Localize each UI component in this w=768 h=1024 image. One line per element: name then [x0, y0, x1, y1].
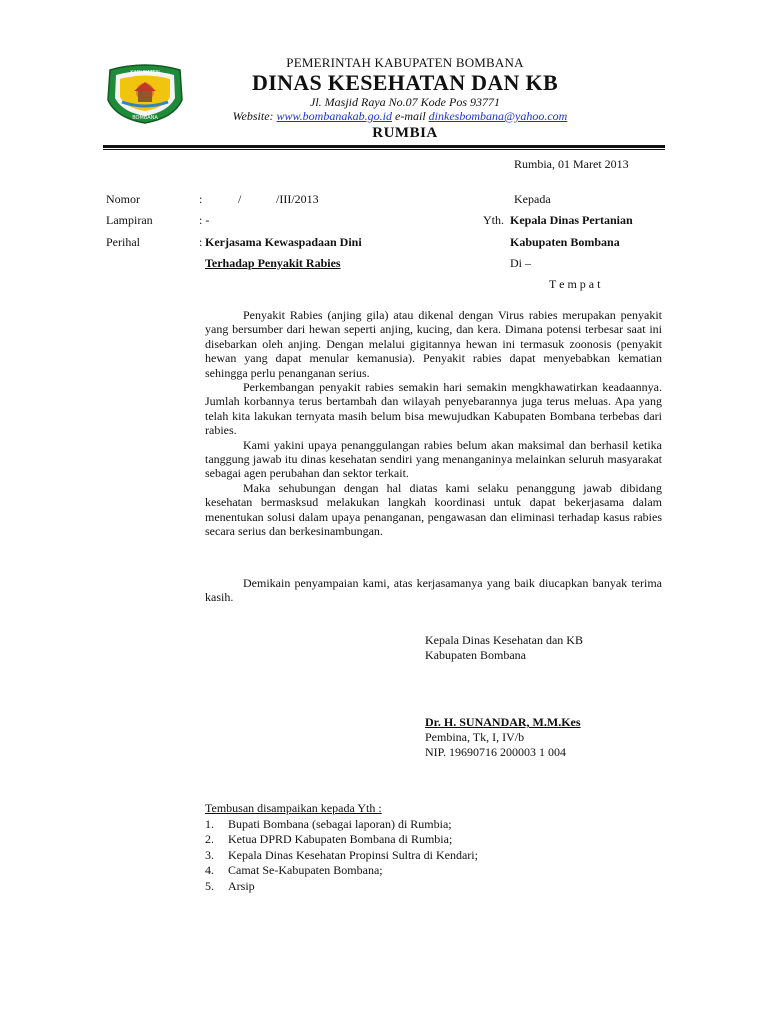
body-paragraph-3: Kami yakini upaya penanggulangan rabies belum akan maksimal dan berhasil ketika tanggung jawab itu dinas kesehatan sendiri yang menanganinya melainkan seluruh masyarakat sebagai agen perubahan dan sektor terkait.: [205, 437, 662, 481]
officer-nip: NIP. 19690716 200003 1 004: [425, 745, 567, 759]
list-item: [205, 832, 605, 848]
list-item: [205, 848, 605, 864]
perihal-label: Perihal: [106, 235, 140, 249]
list-item: [205, 879, 605, 895]
recipient-di: Di –: [510, 256, 531, 270]
email-link[interactable]: dinkesbombana@yahoo.com: [428, 109, 568, 123]
government-name: PEMERINTAH KABUPATEN BOMBANA: [286, 55, 524, 70]
body-paragraph-2: Perkembangan penyakit rabies semakin hari semakin mengkhawatirkan keadaannya. Jumlah korbannya terus bertambah dan wilayah penyebarannya juga terus meluas. Apa yang telah kita lakukan ternyata masih belum bisa mewujudkan Kabupaten Bombana terbebas dari rabies.: [205, 380, 662, 438]
lampiran-value: : -: [199, 213, 210, 227]
contact-line: [165, 109, 635, 124]
signature-title-block: [425, 633, 665, 663]
officer-name: Dr. H. SUNANDAR, M.M.Kes: [425, 715, 581, 729]
signature-title-line2: Kabupaten Bombana: [425, 648, 526, 662]
perihal-subject-line2: Terhadap Penyakit Rabies: [205, 256, 341, 270]
list-item-text: Bupati Bombana (sebagai laporan) di Rumbia;: [228, 816, 452, 831]
list-item-number: 3.: [205, 847, 214, 862]
website-link[interactable]: www.bombanakab.go.id: [276, 109, 392, 123]
closing-paragraph: Demikain penyampaian kami, atas kerjasamanya yang baik diucapkan banyak terima kasih.: [205, 576, 662, 605]
perihal-colon: :: [199, 235, 203, 249]
kepada-label: Kepada: [514, 192, 551, 206]
perihal-subject-line1: Kerjasama Kewaspadaan Dini: [205, 235, 362, 249]
email-label: e-mail: [395, 109, 426, 123]
office-address: Jl. Masjid Raya No.07 Kode Pos 93771: [310, 95, 500, 109]
svg-text:KABUPATEN: KABUPATEN: [130, 70, 160, 76]
svg-text:BOMBANA: BOMBANA: [132, 115, 158, 121]
list-item-text: Kepala Dinas Kesehatan Propinsi Sultra di Kendari;: [228, 847, 478, 862]
nomor-label: Nomor: [106, 192, 140, 206]
list-item-text: Arsip: [228, 878, 255, 893]
list-item-text: Camat Se-Kabupaten Bombana;: [228, 863, 383, 877]
signature-title-line1: Kepala Dinas Kesehatan dan KB: [425, 633, 583, 647]
list-item-number: 2.: [205, 832, 214, 846]
officer-block: [425, 715, 665, 760]
recipient-name: Kepala Dinas Pertanian: [510, 213, 633, 227]
letterhead-divider-thick: [103, 145, 665, 148]
list-item-number: 5.: [205, 878, 214, 893]
department-name: DINAS KESEHATAN DAN KB: [252, 70, 558, 95]
website-label: Website:: [232, 109, 274, 123]
body-paragraph-1: Penyakit Rabies (anjing gila) atau dikenal dengan Virus rabies merupakan penyakit yang bersumber dari hewan seperti anjing, kucing, dan kera. Dimana potensi terbesar saat ini disebarkan oleh anjing. Dengan melalui gigitannya hewan ini termasuk zoonosis (penyakit hewan yang dapat menular kemanusia). Penyakit rabies dapat menyebabkan kematian sehingga perlu penanganan serius.: [205, 308, 662, 380]
letter-body: [205, 308, 662, 539]
letter-date: Rumbia, 01 Maret 2013: [514, 157, 629, 171]
body-paragraph-4: Maka sehubungan dengan hal diatas kami selaku penanggung jawab dibidang kesehatan bermasksud melakukan langkah koordinasi untuk dapat bekerjasama dalam menentukan solusi dalam upaya penanganan, pengawasan dan eliminasi terhadap kasus rabies secara serius dan berkesinambungan.: [205, 480, 662, 539]
lampiran-label: Lampiran: [106, 213, 153, 227]
copies-list: [205, 817, 605, 895]
recipient-region: Kabupaten Bombana: [510, 235, 620, 249]
list-item: [205, 817, 605, 833]
city-name: RUMBIA: [372, 125, 438, 141]
list-item: [205, 863, 605, 879]
nomor-colon: :: [199, 192, 203, 206]
yth-label: Yth.: [483, 213, 504, 227]
list-item-text: Ketua DPRD Kabupaten Bombana di Rumbia;: [228, 832, 453, 846]
recipient-tempat: T e m p a t: [549, 277, 601, 291]
list-item-number: 1.: [205, 816, 214, 831]
officer-rank: Pembina, Tk, I, IV/b: [425, 730, 525, 744]
nomor-slash: /: [238, 192, 242, 206]
copies-heading: Tembusan disampaikan kepada Yth :: [205, 801, 382, 815]
copies-block: [205, 801, 605, 894]
list-item-number: 4.: [205, 863, 214, 877]
letterhead-divider-thin: [103, 149, 665, 150]
nomor-value: /III/2013: [276, 192, 319, 206]
